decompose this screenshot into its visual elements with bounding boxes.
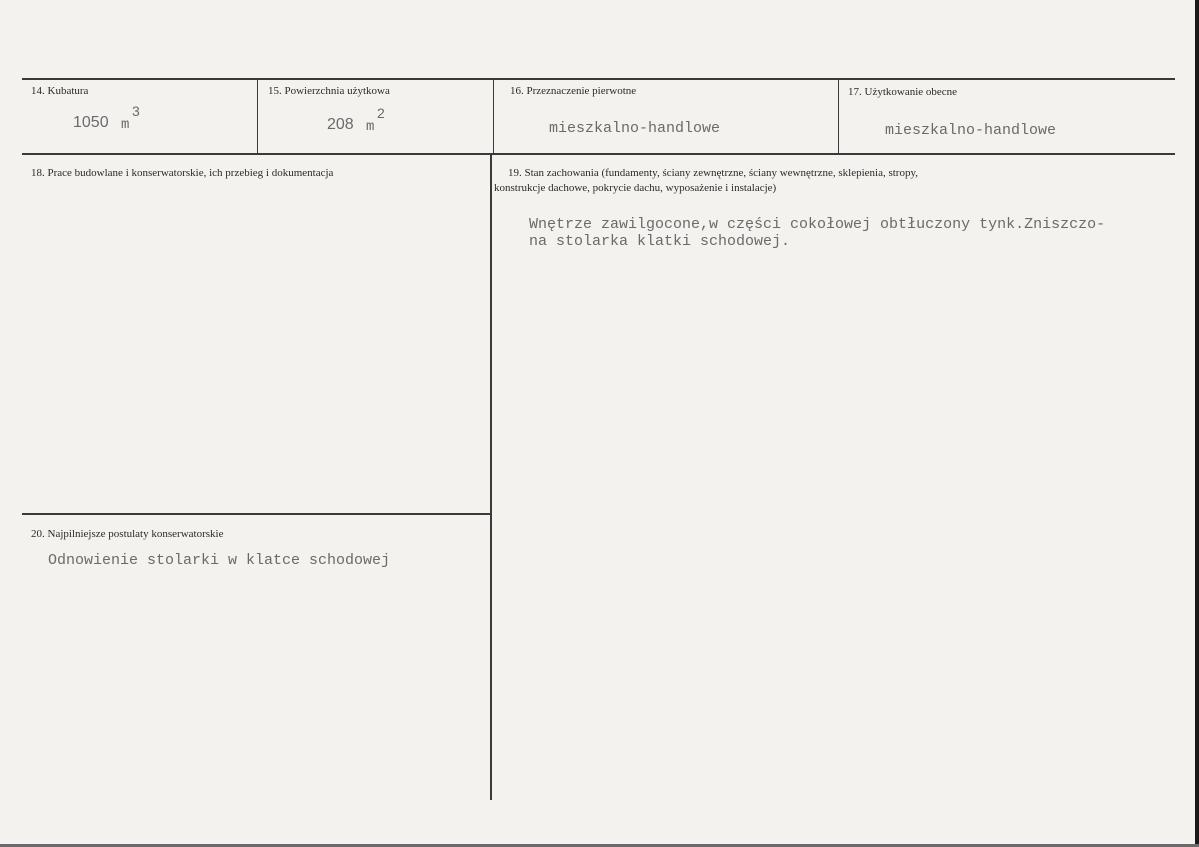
divider-16-17 (838, 79, 839, 154)
field-20-value: Odnowienie stolarki w klatce schodowej (48, 552, 391, 569)
scan-edge-right (1195, 0, 1199, 847)
field-14-unit: m (121, 117, 130, 133)
divider-14-15 (257, 79, 258, 154)
field-14-label: 14. Kubatura (31, 85, 89, 97)
field-15-label: 15. Powierzchnia użytkowa (268, 85, 390, 97)
section-20-rule (22, 513, 490, 515)
field-14-value: 1050 (73, 114, 109, 131)
field-16-label: 16. Przeznaczenie pierwotne (510, 85, 637, 97)
divider-15-16 (493, 79, 494, 154)
field-19-label-line2: konstrukcje dachowe, pokrycie dachu, wyposażenie i instalacje) (494, 182, 777, 194)
field-17-value: mieszkalno-handlowe (885, 122, 1057, 139)
field-15-exponent: 2 (377, 105, 385, 121)
field-19-label-line1: 19. Stan zachowania (fundamenty, ściany zewnętrzne, ściany wewnętrzne, sklepienia, stropy, (508, 167, 919, 179)
field-20-label: 20. Najpilniejsze postulaty konserwatorskie (31, 528, 224, 540)
field-19-text-line1: Wnętrze zawilgocone,w części cokołowej obtłuczony tynk.Zniszczo- (529, 216, 1106, 233)
field-17-label: 17. Użytkowanie obecne (848, 86, 958, 98)
mid-rule (22, 153, 1175, 155)
field-18-label: 18. Prace budowlane i konserwatorskie, ich przebieg i dokumentacja (31, 167, 334, 179)
field-19-text-line2: na stolarka klatki schodowej. (529, 233, 791, 250)
field-15-value: 208 (327, 116, 354, 133)
field-15-unit: m (366, 119, 375, 135)
field-14-exponent: 3 (132, 103, 140, 119)
top-rule (22, 78, 1175, 80)
field-16-value: mieszkalno-handlowe (549, 120, 721, 137)
divider-main-column (490, 154, 492, 800)
